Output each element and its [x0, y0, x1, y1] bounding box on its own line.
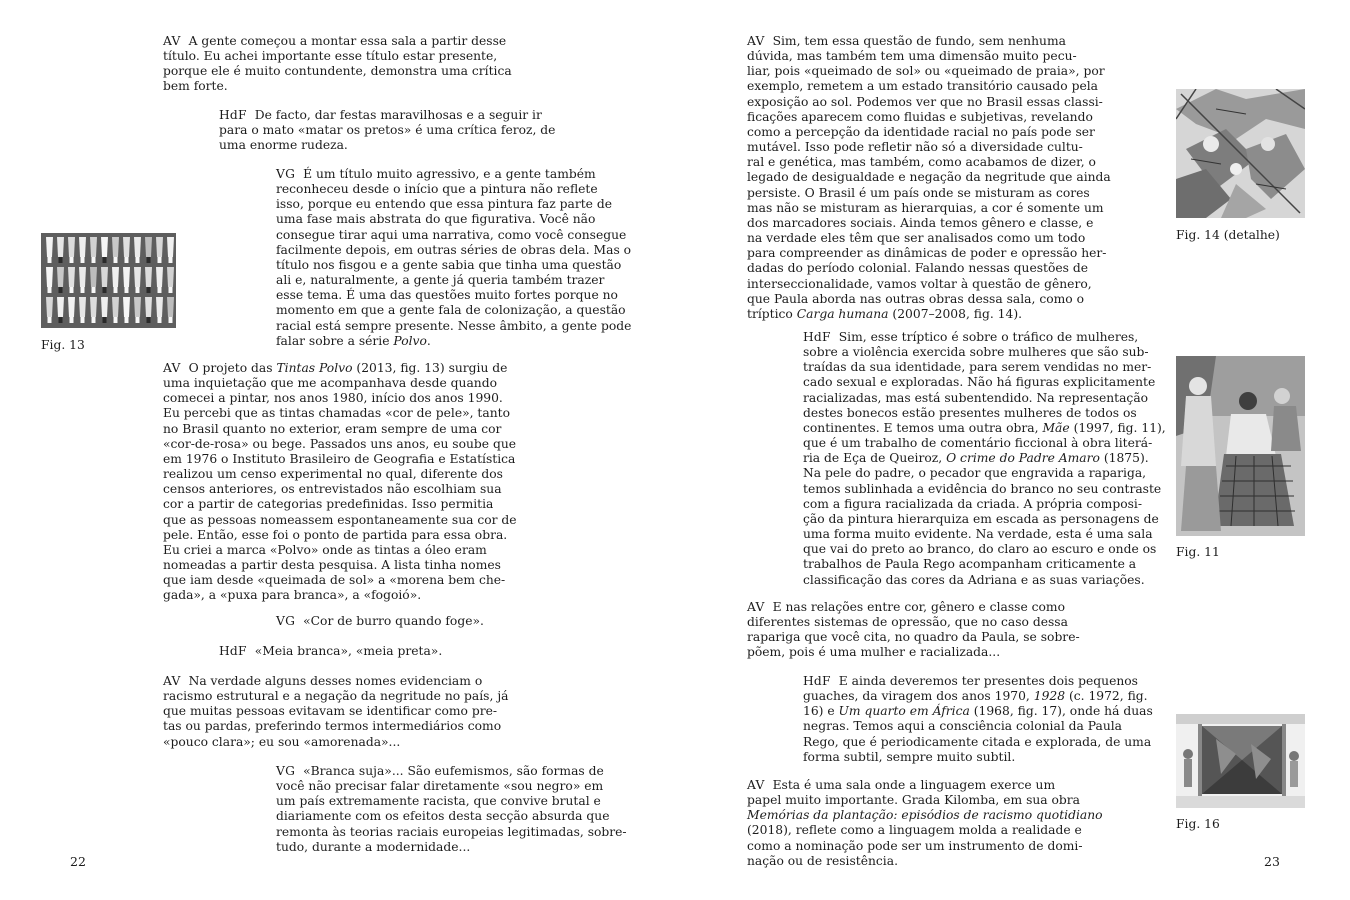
- text-line: que vai do preto ao branco, do claro ao escuro e onde os: [803, 542, 1157, 557]
- paint-tube-cap: [59, 257, 63, 263]
- paint-tube: [112, 267, 119, 287]
- paint-tube: [145, 267, 152, 287]
- paint-tube: [101, 297, 108, 317]
- text-line: uma fase mais abstrata do que figurativa. Você não: [276, 212, 596, 227]
- text-line: guaches, da viragem dos anos 1970,: [803, 689, 1034, 704]
- text-line: mas não se misturam as hierarquias, a cor é somente um: [747, 200, 1104, 215]
- speaker-label: AV: [747, 778, 765, 792]
- paint-tube-cap: [169, 287, 173, 293]
- dialogue-block: [219, 108, 556, 153]
- speaker-label: HdF: [219, 644, 247, 658]
- text-line: censos anteriores, os entrevistados não escolhiam sua: [163, 482, 502, 497]
- text-line: momento em que a gente fala de colonização, a questão: [276, 303, 626, 318]
- text-line: racial está sempre presente. Nesse âmbito, a gente pode: [276, 318, 632, 333]
- text-line: Rego, que é periodicamente citada e explorada, de uma: [803, 734, 1152, 749]
- italic-title: O crime do Padre Amaro: [946, 451, 1100, 466]
- paint-tube-cap: [169, 317, 173, 323]
- paint-tube: [46, 237, 53, 257]
- text-line: [803, 420, 1166, 436]
- paint-tube-cap: [92, 287, 96, 293]
- paint-tube-cap: [48, 287, 52, 293]
- text-line: mutável. Isso pode refletir não só a diversidade cultu-: [747, 140, 1083, 155]
- text-line: .: [426, 333, 431, 348]
- paint-tube-cap: [81, 317, 85, 323]
- paint-tube: [167, 297, 174, 317]
- dialogue-block: [747, 34, 1111, 322]
- text-line: «Meia branca», «meia preta».: [254, 644, 443, 658]
- paint-tube-cap: [158, 257, 162, 263]
- paint-tube-cap: [70, 257, 74, 263]
- text-line: facilmente depois, em outras séries de obras dela. Mas o: [276, 242, 632, 257]
- text-line: E nas relações entre cor, gênero e classe como: [772, 600, 1065, 614]
- speaker-label: AV: [163, 34, 181, 48]
- figure-11-caption: Fig. 11: [1176, 545, 1220, 559]
- paint-tube-cap: [125, 257, 129, 263]
- text-line: com a figura racializada da criada. A própria composi-: [803, 496, 1143, 511]
- paint-tube: [46, 267, 53, 287]
- paint-tube: [145, 237, 152, 257]
- paint-tube-cap: [103, 287, 107, 293]
- text-line: uma forma muito evidente. Na verdade, esta é uma sala: [803, 527, 1153, 542]
- text-line: rapariga que você cita, no quadro da Paula, se sobre-: [747, 630, 1080, 645]
- italic-title: Polvo: [393, 333, 427, 348]
- paint-tube-cap: [158, 317, 162, 323]
- dialogue-block: [747, 778, 1103, 869]
- dialogue-block: [276, 167, 632, 349]
- dialogue-block: [276, 614, 552, 629]
- dialogue-block: [163, 674, 509, 750]
- text-line: cor a partir de categorias predefinidas. Isso permitia: [163, 497, 494, 512]
- text-line: racismo estrutural e a negação da negritude no país, já: [163, 689, 509, 704]
- text-line: diariamente com os efeitos desta secção absurda que: [276, 809, 610, 824]
- paint-tube: [134, 297, 141, 317]
- text-line: põem, pois é uma mulher e racializada...: [747, 645, 1001, 660]
- paint-tube: [90, 237, 97, 257]
- text-line: [747, 808, 1103, 823]
- text-line: (c. 1972, fig.: [1065, 689, 1148, 704]
- speaker-label: AV: [163, 674, 181, 688]
- paint-tube: [68, 237, 75, 257]
- text-line: como a percepção da identidade racial no país pode ser: [747, 124, 1095, 139]
- text-line: isso, porque eu entendo que essa pintura faz parte de: [276, 197, 612, 212]
- text-line: Sim, tem essa questão de fundo, sem nenhuma: [772, 34, 1066, 48]
- paint-tube: [112, 237, 119, 257]
- text-line: liar, pois «queimado de sol» ou «queimado de praia», por: [747, 64, 1105, 79]
- text-line: realizou um censo experimental no qual, diferente dos: [163, 467, 503, 482]
- paint-tube: [123, 297, 130, 317]
- paint-tube: [156, 237, 163, 257]
- paint-tube-cap: [48, 257, 52, 263]
- paint-tube-cap: [70, 317, 74, 323]
- text-line: O projeto das: [188, 361, 277, 375]
- text-line: um país extremamente racista, que convive brutal e: [276, 794, 601, 809]
- text-line: [163, 34, 507, 49]
- text-line: esse tema. É uma das questões muito fortes porque no: [276, 288, 618, 303]
- paint-tube: [134, 267, 141, 287]
- paint-tube: [79, 297, 86, 317]
- dialogue-block: [803, 674, 1153, 765]
- paint-tube: [79, 267, 86, 287]
- text-line: pele. Então, esse foi o ponto de partida para essa obra.: [163, 527, 508, 542]
- paint-tube: [134, 237, 141, 257]
- room-painting-image: [1176, 714, 1305, 808]
- text-line: que Paula aborda nas outras obras dessa sala, como o: [747, 291, 1084, 306]
- text-line: classificação das cores da Adriana e as suas variações.: [803, 572, 1145, 587]
- paint-tube-cap: [147, 287, 151, 293]
- text-line: ção da pintura hierarquiza em escada as personagens de: [803, 511, 1159, 526]
- paint-tube: [79, 237, 86, 257]
- text-line: que é um trabalho de comentário ficcional à obra literá-: [803, 436, 1153, 451]
- text-line: Na verdade alguns desses nomes evidenciam o: [188, 674, 483, 688]
- text-line: em 1976 o Instituto Brasileiro de Geografia e Estatística: [163, 451, 516, 466]
- speaker-label: HdF: [803, 330, 831, 344]
- paint-tube-cap: [147, 317, 151, 323]
- paint-tube-cap: [48, 317, 52, 323]
- crowd-painting-image: [1176, 89, 1305, 218]
- text-line: consegue tirar aqui uma narrativa, como você consegue: [276, 227, 627, 242]
- text-line: «cor-de-rosa» ou bege. Passados uns anos, eu soube que: [163, 436, 517, 451]
- speaker-label: VG: [276, 764, 296, 778]
- paint-tube-cap: [59, 287, 63, 293]
- text-line: diferentes sistemas de opressão, que no caso dessa: [747, 615, 1068, 630]
- text-line: (2018), reflete como a linguagem molda a realidade e: [747, 823, 1082, 838]
- text-line: nação ou de resistência.: [747, 853, 898, 868]
- text-line: dúvida, mas também tem uma dimensão muito pecu-: [747, 49, 1077, 64]
- text-line: [747, 778, 1079, 793]
- speaker-label: VG: [276, 614, 296, 628]
- text-line: [747, 600, 1079, 615]
- text-line: continentes. E temos uma outra obra,: [803, 420, 1043, 435]
- text-line: [803, 704, 1153, 719]
- text-line: que as pessoas nomeassem espontaneamente sua cor de: [163, 512, 517, 527]
- text-line: sobre a violência exercida sobre mulheres que são sub-: [803, 345, 1149, 360]
- text-line: dos marcadores sociais. Ainda temos gênero e classe, e: [747, 215, 1094, 230]
- text-line: ali e, naturalmente, a gente já queria também trazer: [276, 273, 605, 288]
- paint-tubes-image: [41, 233, 176, 328]
- paint-tube-cap: [136, 287, 140, 293]
- text-line: que muitas pessoas evitavam se identificar como pre-: [163, 704, 498, 719]
- text-line: exemplo, remetem a um estado transitório causado pela: [747, 79, 1098, 94]
- text-line: título nos fisgou e a gente sabia que tinha uma questão: [276, 257, 622, 272]
- text-line: reconheceu desde o início que a pintura não reflete: [276, 182, 598, 197]
- text-line: traídas da sua identidade, para serem vendidas no mer-: [803, 360, 1152, 375]
- text-line: legado de desigualdade e negação da negritude que ainda: [747, 170, 1111, 185]
- text-line: negras. Temos aqui a consciência colonial da Paula: [803, 719, 1123, 734]
- text-line: ral e genética, mas também, como acabamos de dizer, o: [747, 155, 1096, 170]
- dialogue-block: [163, 361, 517, 604]
- dialogue-block: [803, 330, 1166, 588]
- paint-tube: [167, 267, 174, 287]
- text-line: [803, 689, 1148, 704]
- paint-tube-cap: [114, 257, 118, 263]
- paint-tube-cap: [81, 287, 85, 293]
- text-line: no Brasil quanto no exterior, eram sempre de uma cor: [163, 421, 502, 436]
- dialogue-block: [276, 764, 627, 855]
- text-line: [163, 674, 495, 689]
- text-line: [219, 644, 551, 659]
- paint-tube-cap: [103, 257, 107, 263]
- dialogue-block: [219, 644, 551, 659]
- figure-16-painting: [1176, 714, 1305, 808]
- paint-tube: [90, 267, 97, 287]
- figure-14-caption: Fig. 14 (detalhe): [1176, 228, 1280, 242]
- figure-13-paint-tubes: [41, 233, 176, 328]
- paint-tube-cap: [125, 317, 129, 323]
- text-line: trabalhos de Paula Rego acompanham criticamente a: [803, 557, 1137, 572]
- text-line: título. Eu achei importante esse título estar presente,: [163, 49, 498, 64]
- text-line: interseccionalidade, vamos voltar à questão de gênero,: [747, 276, 1092, 291]
- paint-tube-cap: [92, 257, 96, 263]
- text-line: nomeadas a partir desta pesquisa. A lista tinha nomes: [163, 558, 501, 573]
- text-line: tríptico: [747, 306, 797, 321]
- italic-title: 1928: [1033, 689, 1066, 704]
- paint-tube-cap: [158, 287, 162, 293]
- text-line: tas ou pardas, preferindo termos intermediários como: [163, 719, 502, 734]
- paint-tube-cap: [59, 317, 63, 323]
- text-line: [219, 108, 551, 123]
- paint-tube-cap: [114, 317, 118, 323]
- figure-16-caption: Fig. 16: [1176, 817, 1220, 831]
- paint-tube-cap: [114, 287, 118, 293]
- paint-tube: [57, 297, 64, 317]
- paint-tube: [46, 297, 53, 317]
- paint-tube: [123, 237, 130, 257]
- text-line: gada», a «puxa para branca», a «fogoió».: [163, 588, 422, 603]
- text-line: falar sobre a série: [276, 333, 394, 348]
- text-line: [803, 674, 1138, 689]
- text-line: na verdade eles têm que ser analisados como um todo: [747, 231, 1086, 246]
- text-line: Na pele do padre, o pecador que engravida a rapariga,: [803, 466, 1147, 481]
- speaker-label: AV: [747, 34, 765, 48]
- text-line: Sim, esse tríptico é sobre o tráfico de mulheres,: [838, 330, 1139, 344]
- text-line: racializadas, mas está subentendido. Na representação: [803, 390, 1149, 405]
- figure-14-painting: [1176, 89, 1305, 218]
- paint-tube-cap: [103, 317, 107, 323]
- paint-tube: [145, 297, 152, 317]
- text-line: (1997, fig. 11),: [1069, 420, 1166, 435]
- dialogue-block: [163, 34, 512, 95]
- text-line: [747, 34, 1079, 49]
- text-line: (1875).: [1099, 451, 1149, 466]
- paint-tube-cap: [147, 257, 151, 263]
- paint-tube-cap: [136, 317, 140, 323]
- right-page: [675, 0, 1350, 900]
- paint-tube: [57, 237, 64, 257]
- text-line: porque ele é muito contundente, demonstra uma crítica: [163, 64, 512, 79]
- paint-tube-cap: [136, 257, 140, 263]
- paint-tube: [68, 267, 75, 287]
- text-line: forma subtil, sempre muito subtil.: [803, 749, 1016, 764]
- text-line: dadas do período colonial. Falando nessas questões de: [747, 261, 1089, 276]
- text-line: para compreender as dinâmicas de poder e opressão her-: [747, 246, 1107, 261]
- text-line: como a nominação pode ser um instrumento de domi-: [747, 838, 1083, 853]
- text-line: destes bonecos estão presentes mulheres de todos os: [803, 405, 1137, 420]
- paint-tube: [101, 237, 108, 257]
- text-line: De facto, dar festas maravilhosas e a seguir ir: [254, 108, 542, 122]
- text-line: (1968, fig. 17), onde há duas: [969, 704, 1153, 719]
- page-number: 22: [70, 854, 86, 869]
- text-line: comecei a pintar, nos anos 1980, início dos anos 1990.: [163, 391, 503, 406]
- paint-tube-cap: [81, 257, 85, 263]
- text-line: É um título muito agressivo, e a gente também: [303, 167, 596, 181]
- text-line: temos sublinhada a evidência do branco no seu contraste: [803, 481, 1162, 496]
- text-line: E ainda deveremos ter presentes dois pequenos: [838, 674, 1138, 688]
- figure-11-painting: [1176, 356, 1305, 536]
- speaker-label: HdF: [219, 108, 247, 122]
- paint-tube: [123, 267, 130, 287]
- text-line: ria de Eça de Queiroz,: [803, 451, 947, 466]
- text-line: [276, 614, 552, 629]
- text-line: 16) e: [803, 704, 839, 719]
- text-line: Esta é uma sala onde a linguagem exerce um: [772, 778, 1056, 792]
- italic-title: Tintas Polvo: [276, 361, 353, 375]
- text-line: uma inquietação que me acompanhava desde quando: [163, 376, 497, 391]
- speaker-label: AV: [747, 600, 765, 614]
- paint-tube: [112, 297, 119, 317]
- paint-tube: [156, 297, 163, 317]
- paint-tube: [156, 267, 163, 287]
- italic-title: Carga humana: [796, 306, 889, 321]
- text-line: A gente começou a montar essa sala a partir desse: [188, 34, 507, 48]
- text-line: [803, 330, 1139, 345]
- text-line: cado sexual e exploradas. Não há figuras explicitamente: [803, 375, 1156, 390]
- speaker-label: AV: [163, 361, 181, 375]
- text-line: «Branca suja»... São eufemismos, são formas de: [303, 764, 604, 778]
- text-line: você não precisar falar diretamente «sou negro» em: [276, 779, 604, 794]
- speaker-label: HdF: [803, 674, 831, 688]
- text-line: [276, 167, 596, 182]
- figure-13-caption: Fig. 13: [41, 338, 85, 352]
- text-line: exposição ao sol. Podemos ver que no Brasil essas classi-: [747, 94, 1103, 109]
- text-line: [803, 451, 1149, 466]
- italic-title: Mãe: [1042, 420, 1070, 435]
- text-line: uma enorme rudeza.: [219, 138, 348, 153]
- paint-tube: [57, 267, 64, 287]
- text-line: persiste. O Brasil é um país onde se misturam as cores: [747, 185, 1090, 200]
- italic-title: Um quarto em África: [838, 704, 970, 719]
- text-line: para o mato «matar os pretos» é uma crítica feroz, de: [219, 123, 556, 138]
- page-number: 23: [1264, 854, 1280, 869]
- text-line: Eu criei a marca «Polvo» onde as tintas a óleo eram: [163, 542, 487, 557]
- paint-tube: [90, 297, 97, 317]
- speaker-label: VG: [276, 167, 296, 181]
- text-line: que iam desde «queimada de sol» a «morena bem che-: [163, 573, 506, 588]
- text-line: [163, 361, 508, 376]
- paint-tube: [101, 267, 108, 287]
- text-line: «Cor de burro quando foge».: [303, 614, 484, 628]
- text-line: bem forte.: [163, 79, 228, 94]
- mae-painting-image: [1176, 356, 1305, 536]
- paint-tube-cap: [169, 257, 173, 263]
- text-line: papel muito importante. Grada Kilomba, em sua obra: [747, 793, 1081, 808]
- paint-tube-cap: [70, 287, 74, 293]
- dialogue-block: [747, 600, 1079, 661]
- paint-tube: [68, 297, 75, 317]
- text-line: Eu percebi que as tintas chamadas «cor de pele», tanto: [163, 406, 510, 421]
- text-line: tudo, durante a modernidade...: [276, 839, 471, 854]
- text-line: «pouco clara»; eu sou «amorenada»...: [163, 734, 401, 749]
- text-line: remonta às teorias raciais europeias legitimadas, sobre-: [276, 824, 627, 839]
- paint-tube-cap: [92, 317, 96, 323]
- text-line: [276, 764, 604, 779]
- text-line: (2007–2008, fig. 14).: [888, 306, 1023, 321]
- text-line: (2013, fig. 13) surgiu de: [352, 361, 508, 375]
- text-line: ficações aparecem como fluidas e subjetivas, revelando: [747, 109, 1093, 124]
- text-line: [747, 307, 1079, 322]
- paint-tube-cap: [125, 287, 129, 293]
- italic-title: Memórias da plantação: episódios de racismo quotidiano: [747, 808, 1103, 823]
- text-line: [276, 334, 552, 349]
- paint-tube: [167, 237, 174, 257]
